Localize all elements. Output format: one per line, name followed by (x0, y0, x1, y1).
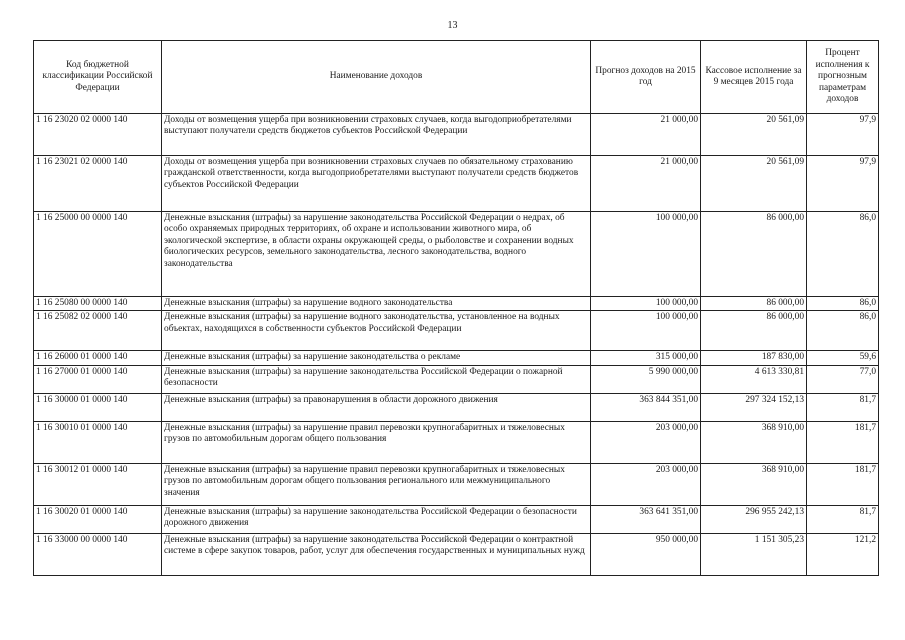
cell-percent: 81,7 (807, 393, 879, 421)
cell-name: Денежные взыскания (штрафы) за нарушение законодательства о рекламе (162, 351, 591, 365)
cell-code: 1 16 33000 00 0000 140 (34, 533, 162, 575)
cell-forecast: 363 641 351,00 (591, 505, 701, 533)
cell-code: 1 16 25080 00 0000 140 (34, 297, 162, 311)
cell-percent: 59,6 (807, 351, 879, 365)
cell-execution: 368 910,00 (701, 421, 807, 463)
cell-forecast: 21 000,00 (591, 156, 701, 212)
table-row (34, 421, 879, 463)
cell-percent: 81,7 (807, 505, 879, 533)
cell-execution: 86 000,00 (701, 297, 807, 311)
cell-execution: 187 830,00 (701, 351, 807, 365)
cell-execution: 368 910,00 (701, 463, 807, 505)
table-row (34, 156, 879, 212)
cell-forecast: 315 000,00 (591, 351, 701, 365)
cell-code: 1 16 27000 01 0000 140 (34, 365, 162, 393)
cell-execution: 4 613 330,81 (701, 365, 807, 393)
cell-code: 1 16 30012 01 0000 140 (34, 463, 162, 505)
cell-forecast: 5 990 000,00 (591, 365, 701, 393)
cell-percent: 86,0 (807, 212, 879, 297)
cell-name: Денежные взыскания (штрафы) за нарушение правил перевозки крупногабаритных и тяжеловесных грузов по автомобильным дорогам общего пользования (162, 421, 591, 463)
table-row (34, 212, 879, 297)
cell-percent: 181,7 (807, 421, 879, 463)
table-row (34, 114, 879, 156)
cell-forecast: 203 000,00 (591, 463, 701, 505)
cell-percent: 86,0 (807, 297, 879, 311)
cell-percent: 97,9 (807, 156, 879, 212)
table-header (34, 41, 879, 114)
table-row (34, 311, 879, 351)
table-body (34, 114, 879, 576)
cell-code: 1 16 26000 01 0000 140 (34, 351, 162, 365)
cell-execution: 1 151 305,23 (701, 533, 807, 575)
cell-forecast: 21 000,00 (591, 114, 701, 156)
cell-name: Денежные взыскания (штрафы) за нарушение водного законодательства (162, 297, 591, 311)
cell-code: 1 16 30020 01 0000 140 (34, 505, 162, 533)
cell-execution: 296 955 242,13 (701, 505, 807, 533)
cell-execution: 20 561,09 (701, 114, 807, 156)
cell-name: Доходы от возмещения ущерба при возникновении страховых случаев, когда выгодоприобретателями выступают получатели средств бюджетов субъектов Российской Федерации (162, 114, 591, 156)
header-percent: Процент исполнения к прогнозным параметрам доходов (807, 41, 879, 114)
table-row (34, 463, 879, 505)
cell-execution: 297 324 152,13 (701, 393, 807, 421)
cell-forecast: 203 000,00 (591, 421, 701, 463)
cell-code: 1 16 30010 01 0000 140 (34, 421, 162, 463)
cell-percent: 121,2 (807, 533, 879, 575)
cell-name: Денежные взыскания (штрафы) за нарушение законодательства Российской Федерации о безопасности дорожного движения (162, 505, 591, 533)
table-row (34, 365, 879, 393)
cell-execution: 86 000,00 (701, 212, 807, 297)
cell-forecast: 100 000,00 (591, 311, 701, 351)
cell-name: Денежные взыскания (штрафы) за нарушение законодательства Российской Федерации о пожарной безопасности (162, 365, 591, 393)
cell-percent: 181,7 (807, 463, 879, 505)
cell-forecast: 100 000,00 (591, 297, 701, 311)
header-execution: Кассовое исполнение за 9 месяцев 2015 года (701, 41, 807, 114)
table-row (34, 351, 879, 365)
cell-forecast: 363 844 351,00 (591, 393, 701, 421)
cell-name: Денежные взыскания (штрафы) за нарушение водного законодательства, установленное на водных объектах, находящихся в собственности субъектов Российской Федерации (162, 311, 591, 351)
cell-forecast: 100 000,00 (591, 212, 701, 297)
cell-name: Денежные взыскания (штрафы) за нарушение законодательства Российской Федерации о недрах, об особо охраняемых природных территориях, об охране и использовании животного мира, об экологической экспертизе, в области охраны окружающей среды, о рыболовстве и сохранении водных биологических ресурсов, земельного законодательства, лесного законодательства, водного законодательства (162, 212, 591, 297)
table-row (34, 505, 879, 533)
page-number: 13 (447, 20, 458, 31)
cell-percent: 97,9 (807, 114, 879, 156)
cell-percent: 86,0 (807, 311, 879, 351)
cell-name: Денежные взыскания (штрафы) за правонарушения в области дорожного движения (162, 393, 591, 421)
header-name: Наименование доходов (162, 41, 591, 114)
cell-code: 1 16 25082 02 0000 140 (34, 311, 162, 351)
cell-name: Денежные взыскания (штрафы) за нарушение законодательства Российской Федерации о контрактной системе в сфере закупок товаров, работ, услуг для обеспечения государственных и муниципальных нужд (162, 533, 591, 575)
cell-name: Доходы от возмещения ущерба при возникновении страховых случаев по обязательному страхованию гражданской ответственности, когда выгодоприобретателями выступают получатели средств бюджетов субъектов Российской Федерации (162, 156, 591, 212)
cell-percent: 77,0 (807, 365, 879, 393)
table-row (34, 533, 879, 575)
header-code: Код бюджетной классификации Российской Федерации (34, 41, 162, 114)
header-row (34, 41, 879, 114)
revenue-table (33, 40, 879, 576)
cell-code: 1 16 25000 00 0000 140 (34, 212, 162, 297)
cell-code: 1 16 30000 01 0000 140 (34, 393, 162, 421)
table-row (34, 297, 879, 311)
cell-forecast: 950 000,00 (591, 533, 701, 575)
cell-execution: 20 561,09 (701, 156, 807, 212)
header-forecast: Прогноз доходов на 2015 год (591, 41, 701, 114)
cell-code: 1 16 23020 02 0000 140 (34, 114, 162, 156)
cell-code: 1 16 23021 02 0000 140 (34, 156, 162, 212)
cell-name: Денежные взыскания (штрафы) за нарушение правил перевозки крупногабаритных и тяжеловесных грузов по автомобильным дорогам общего пользования регионального или межмуниципального значения (162, 463, 591, 505)
cell-execution: 86 000,00 (701, 311, 807, 351)
table-row (34, 393, 879, 421)
